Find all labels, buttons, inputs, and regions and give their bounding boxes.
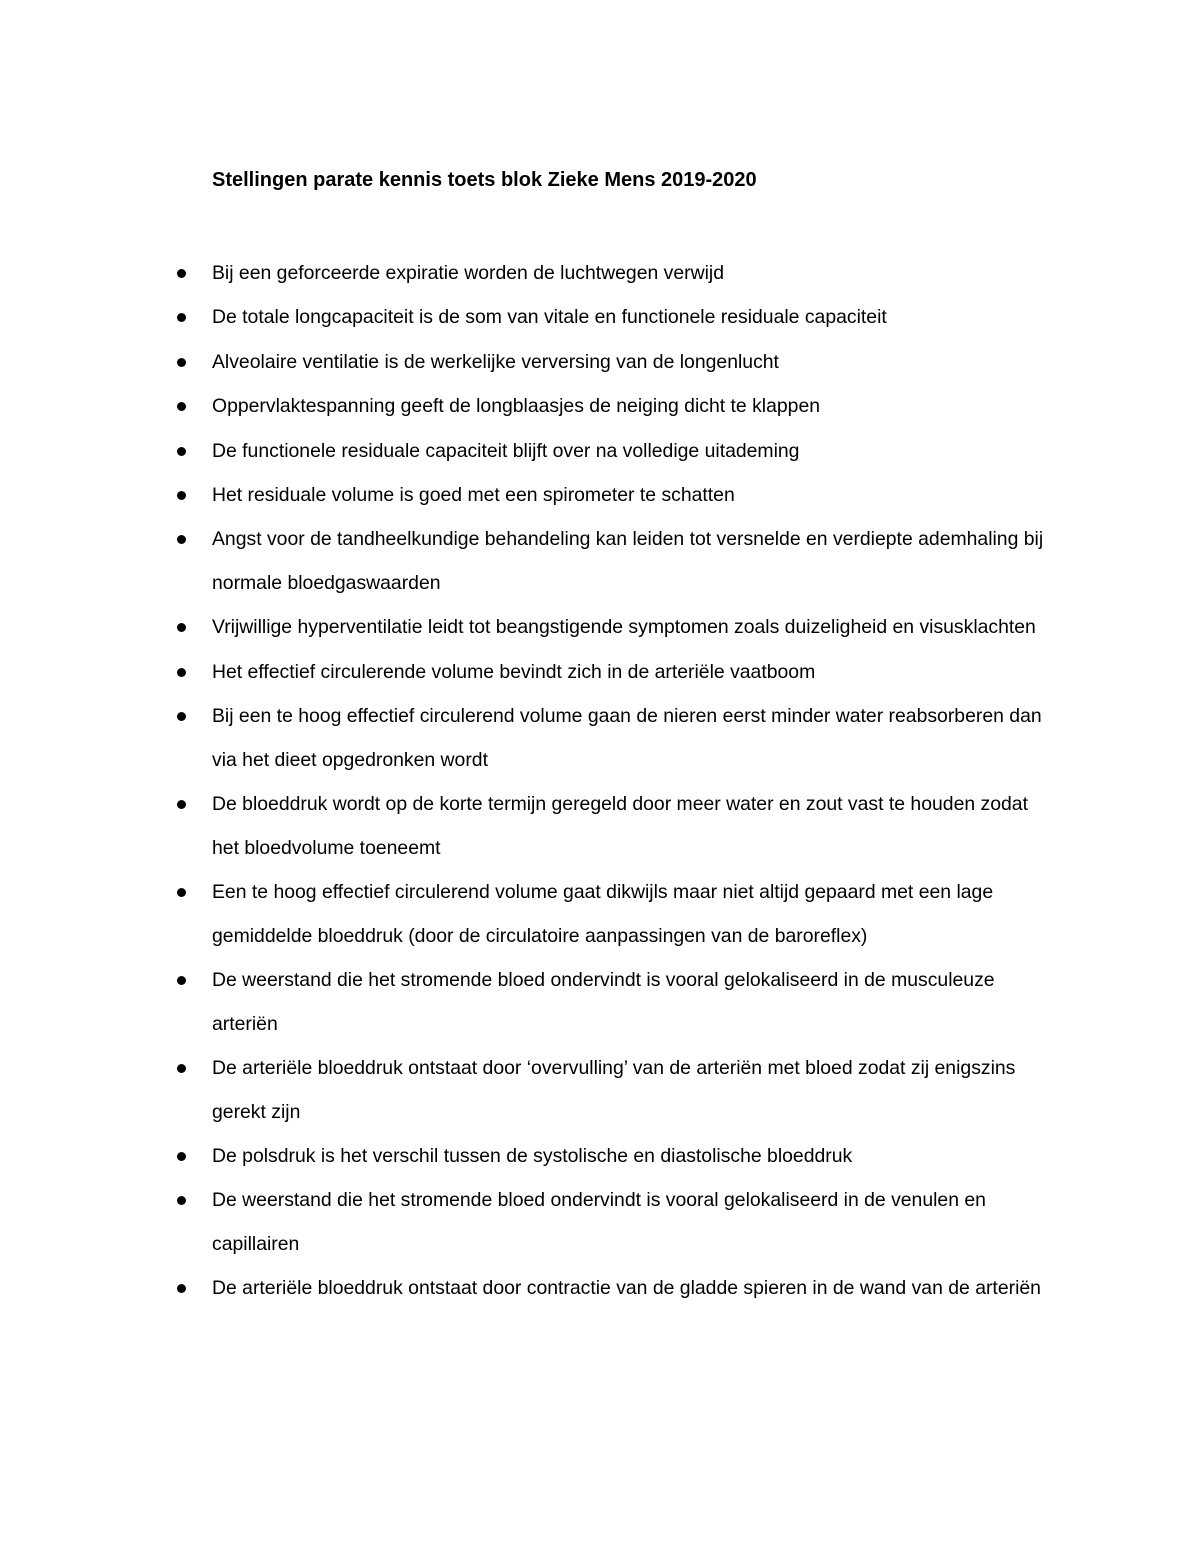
statement-item (172, 959, 1052, 1046)
statement-list (172, 252, 1052, 1312)
statement-text: Oppervlaktespanning geeft de longblaasjes de neiging dicht te klappen (212, 395, 821, 418)
statement-text: Het residuale volume is goed met een spirometer te schatten (212, 483, 735, 506)
bullet-icon (177, 712, 186, 721)
bullet-icon (177, 1196, 186, 1205)
statement-text: Alveolaire ventilatie is de werkelijke verversing van de longenlucht (212, 350, 779, 373)
bullet-icon (177, 1284, 186, 1293)
bullet-icon (177, 976, 186, 985)
bullet-icon (177, 1152, 186, 1161)
statement-item (172, 341, 1052, 385)
statement-text: Bij een te hoog effectief circulerend volume gaan de nieren eerst minder water reabsorberen dan via het dieet opgedronken wordt (212, 705, 1042, 771)
bullet-icon (177, 313, 186, 322)
statement-item (172, 252, 1052, 296)
statement-item (172, 518, 1052, 605)
statement-text: De bloeddruk wordt op de korte termijn geregeld door meer water en zout vast te houden zodat het bloedvolume toeneemt (212, 793, 1028, 859)
bullet-icon (177, 402, 186, 411)
bullet-icon (177, 1064, 186, 1073)
statement-text: Bij een geforceerde expiratie worden de luchtwegen verwijd (212, 262, 724, 284)
statement-item (172, 430, 1052, 474)
statement-text: De weerstand die het stromende bloed ondervindt is vooral gelokaliseerd in de venulen en capillairen (212, 1189, 986, 1256)
bullet-icon (177, 623, 186, 632)
statement-item (172, 1179, 1052, 1266)
statement-text: Vrijwillige hyperventilatie leidt tot beangstigende symptomen zoals duizeligheid en visusklachten (212, 616, 1036, 639)
statement-item (172, 474, 1052, 518)
bullet-icon (177, 447, 186, 456)
statement-text: De arteriële bloeddruk ontstaat door ‘overvulling’ van de arteriën met bloed zodat zij enigszins gerekt zijn (212, 1057, 1016, 1123)
bullet-icon (177, 800, 186, 809)
statement-text: De polsdruk is het verschil tussen de systolische en diastolische bloeddruk (212, 1145, 853, 1168)
statement-text: De arteriële bloeddruk ontstaat door contractie van de gladde spieren in de wand van de arteriën (212, 1277, 1041, 1300)
statement-item (172, 695, 1052, 782)
document-title: Stellingen parate kennis toets blok Zieke Mens 2019-2020 (212, 169, 757, 191)
bullet-icon (177, 535, 186, 544)
statement-item (172, 1135, 1052, 1179)
statement-item (172, 385, 1052, 429)
statement-item (172, 783, 1052, 870)
bullet-icon (177, 668, 186, 677)
bullet-icon (177, 358, 186, 367)
statement-text: Het effectief circulerende volume bevindt zich in de arteriële vaatboom (212, 660, 816, 683)
statement-item (172, 1267, 1052, 1311)
statement-item (172, 871, 1052, 958)
statement-item (172, 606, 1052, 650)
bullet-icon (177, 888, 186, 897)
statement-item (172, 296, 1052, 340)
statement-text: De totale longcapaciteit is de som van vitale en functionele residuale capaciteit (212, 306, 887, 329)
statement-text: De weerstand die het stromende bloed ondervindt is vooral gelokaliseerd in de musculeuze arteriën (212, 969, 995, 1035)
statement-text: De functionele residuale capaciteit blijft over na volledige uitademing (212, 439, 800, 462)
statement-item (172, 1047, 1052, 1134)
statement-text: Een te hoog effectief circulerend volume gaat dikwijls maar niet altijd gepaard met een lage gemiddelde bloeddruk (door de circulatoire aanpassingen van de baroreflex) (212, 881, 994, 947)
statement-text: Angst voor de tandheelkundige behandeling kan leiden tot versnelde en verdiepte ademhaling bij normale bloedgaswaarden (212, 528, 1044, 594)
bullet-icon (177, 269, 186, 278)
statement-item (172, 651, 1052, 695)
bullet-icon (177, 491, 186, 500)
